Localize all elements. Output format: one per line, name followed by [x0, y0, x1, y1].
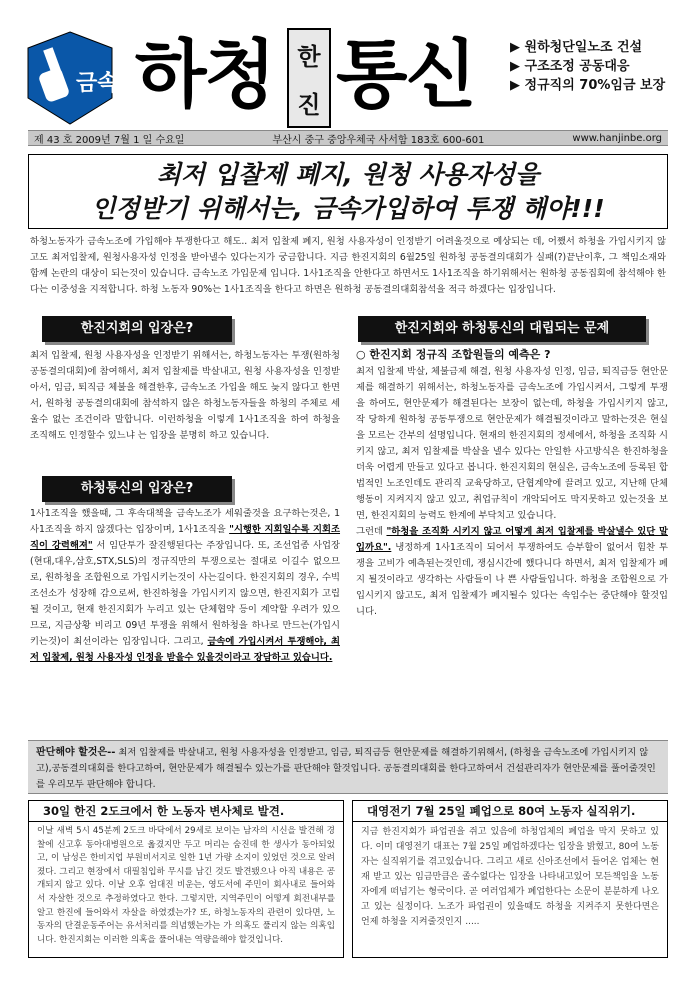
section-title-conflict: 한진지회와 하청통신의 대립되는 문제 — [358, 316, 646, 342]
news-title: 대영전기 7월 25일 폐업으로 80여 노동자 실직위기. — [353, 801, 667, 822]
body-text: 그런데 — [356, 526, 387, 537]
quote-text: 금속에 가입시켜서 투쟁해야, 최저 입찰제, 원청 사용자성 인정을 받을수 있을것이라고 장담하고 있습니다. — [30, 636, 340, 663]
slogan-item: ▶ 구조조정 공동대응 — [510, 59, 630, 74]
quote-text: "하청을 조직화 시키지 않고 어떻게 최저 입찰제를 박살낼수 있단 말입까요". — [356, 526, 668, 553]
logo-text: 금속 — [76, 71, 119, 96]
section-title-hanjin-position: 한진지회의 입장은? — [42, 316, 232, 342]
intro-paragraph: 하청노동자가 금속노조에 가입해야 투쟁한다고 해도.. 최저 입찰제 폐지, 원청 사용자성이 인정받기 어려울것으로 예상되는 데, 어쨌서 하청을 가입시키지 않고도 최저입찰제, 원청사용자성 인정을 받아낼수 있다는지가 궁금합니다. 지금 한진지회의 6월25일 원하청 공동결의대회가 실패(?)끝난이후, 그 책임소재와 함께 논란의 대상이 되는것이 있습니다. 금속노조 가입문제 입니다. 1사1조직을 안한다고 하면서도 1사1조직을 하기위해서는 원하청 공동집회에 참석해야 한다는 이중성을 지적합니다. 하청 노동자 90%는 1사1조직을 한다고 하면은 원하청 공동결의대회참석을 적극 하겠다는 입장입니다. — [30, 236, 666, 295]
judgement-text: 최저 입찰제를 박살내고, 원청 사용자성을 인정받고, 임금, 퇴직금등 현안문제를 해결하기위해서, (하청을 금속노조에 가입시키지 않고),공동결의대회를 한다고하여, 현안문제가 해결될수 있는가를 판단해야 할것입니다. 공동결의대회를 한다고하여서 건설관리자가 현안문제를 풀어줄것인를 우리모두 판단해야 합니다. — [36, 747, 656, 790]
headline-box — [28, 154, 668, 229]
body-text: 최저 입찰제 박살, 체불금제 해결, 원청 사용자성 인정, 임금, 퇴직금등 현안문제를 해결하기 위해서는, 하청노동자를 금속노조에 가입시켜서, 그렇게 투쟁을 하여도, 현안문제가 해결된다는 보장이 없는데, 하청을 가입시키지 않고, 작 당하게 원하청 공동투쟁으로 현안문제가 해결될것이라고 말하는것은 현실을 모르는 간부의 설명입니다. 현재의 한진지회의 정세에서, 하청을 조직화 시키지 않고, 최저 입찰제를 박살을 낼수 있다는 안일한 사고방식은 한진하청을 더욱 어렵게 만들고 있다고 봅니다. 한진지회의 현실은, 금속노조에 등록된 합법적인 노조인데도 관리직 교육당하고, 단협계약에 끌려고 있고, 지난해 단체행동이 지켜지지 않고 있고, 취업규칙이 개악되어도 막지못하고 있는것을 보면, 한진지회의 능력도 한계에 부닥치고 있습니다. — [356, 366, 668, 521]
slogan-item: ▶ 정규직의 70%임금 보장 — [510, 78, 666, 93]
body-text: 냉정하게 1사1조직이 되어서 투쟁하여도 승부할이 없어서 힘찬 투쟁을 고비가 예측된는것인데, 쟁심시간에 했다니다 하면서, 최저 입찰제가 폐지 될것이라고 생각하는 사람들이 나 쁜 사람들입니다. 하청을 조합원으로 가입시키지 않고도, 최저 입찰제가 폐지될수 있다는 속임수는 중단해야 할것입니다. — [356, 542, 668, 617]
metal-union-logo — [20, 28, 120, 128]
slogan-list — [506, 38, 686, 95]
news-title: 30일 한진 2도크에서 한 노동자 변사체로 발견. — [29, 801, 343, 822]
address: 부산시 중구 중앙우체국 사서함 183호 600-601 — [272, 134, 485, 146]
issue-date: 제 43 호 2009년 7월 1 일 수요일 — [34, 134, 185, 146]
title-mid-1: 한 — [297, 42, 321, 71]
quote-text: "시행한 지회일수록 지회조직이 강력해져" — [30, 524, 341, 551]
title-left: 하청 — [135, 32, 274, 118]
section-body-hanjin-position: 최저 입찰제, 원청 사용자성을 인정받기 위해서는, 하청노동자는 투쟁(원하청 공동결의대회)에 참여해서, 최저 입찰제를 박살내고, 원청 사용자성을 인정받아서, 임금, 퇴직금 체불을 해결한후, 금속노조 가입을 해도 늦지 않다고 한면서, 원하청 공동결의대회에 참석하지 않은 하청노동자들을 하청의 주체로 세울수 없는 조건이라 말합니다. 이런하청을 이렇게 1사1조직을 하여 하청을 조직해도 인정할수 있느냐 는 입장을 분명히 하고 있습니다. — [30, 350, 340, 441]
news-box-left — [28, 800, 344, 958]
news-body: 이날 새벽 5시 45분께 2도크 바닥에서 29세로 보이는 남자의 시신을 발견해 경찰에 신고후 동아대병원으로 옮겼지만 두고 머리는 숨진데 한 생사가 동아되었고, 이 남성은 한비지업 부원비서지로 일한 1년 가량 소지이 있었던 것으로 알려졌다. 그리고 현장에서 대필침입하 무시를 남긴 것도 발견됐으나 아직 내용은 공개되지 않고 있다. 이날 오후 엄대진 비운는, 영도서에 주민이 회사내로 들어와서 자살한 것으로 추정하였다고 한다. 그렇지만, 지역주민이 어떻게 회전내부를 알고 한진에 들어와서 자살을 하였겠는가? 또, 하청노동자의 관련이 있다면, 노동자의 단결운동주어는 유서처리를 의념했는가는 가 의혹도 풀리지 않는 의혹입니다. 한진지회는 이러한 의혹을 풀어내는 역량을해야 할것입니다. — [37, 826, 335, 945]
title-hanjin-box — [287, 28, 331, 128]
news-box-right — [352, 800, 668, 958]
headline-line-2: 인정받기 위해서는, 금속가입하여 투쟁 해야!!! — [91, 194, 605, 223]
title-mid-2: 진 — [297, 90, 321, 119]
section-subtitle: ○ 한진지회 정규직 조합원들의 예측은 ? — [356, 348, 551, 361]
body-text: 서 임단투가 잘진행된다는 주장입니다. 또, 조선업종 사업장(현대,대우,삼호,STX,SLS)의 정규직만의 투쟁으로는 절대로 이길수 없으므로, 원하청을 조합원으로 가입시키는것이 사는길이다. 한진지회의 경우, 수빅조선소가 성장해 감으로써, 한진하청을 가입시키지 않으면, 한진지회가 고립될 것이고, 현재 한진지회가 누리고 있는 단체협약 등이 계약할 우려가 있으므로, 지금상황 비리고 09년 투쟁을 위해서 원하청을 하나로 만드는(가입시키는것)이 최선이라는 입장입니다. 그리고, — [30, 540, 340, 647]
section-title-newsletter-position: 하청통신의 입장은? — [42, 476, 232, 502]
slogan-item: ▶ 원하청단일노조 건설 — [510, 40, 643, 55]
headline-line-1: 최저 입찰제 폐지, 원청 사용자성을 — [156, 160, 540, 189]
body-text: 1사1조직을 했을때, 그 후속대책을 금속노조가 세워줄것을 요구하는것은, 1사1조직을 하지 않겠다는 입장이며, 1사1조직을 — [30, 508, 340, 535]
issue-info-bar — [28, 130, 668, 146]
news-body: 지금 한진지회가 파업권을 쥐고 있음에 하청업체의 폐업을 막지 못하고 있다. 이미 대영전기 대표는 7월 25일 폐업하겠다는 입장을 밝혔고, 80여 노동자는 실직위기를 겪고있습니다. 그리고 새로 신아조선에서 들어온 업체는 현재 받고 있는 임금만큼은 졸수없다는 입장을 나타내고있어 모든책임을 노동자에게 떠넘기는 형국이다. 곧 여러업체가 폐업한다는 소문이 분분하게 나오고 있는 실정이다. 노조가 파업권이 있을때도 하청을 지켜주지 못한다면은 언제 하청을 지켜줄것인지 ..... — [361, 827, 659, 927]
judgement-box — [28, 740, 668, 794]
section-body-newsletter-position — [30, 506, 340, 666]
title-right: 통신 — [336, 32, 475, 118]
judgement-label: 판단해야 할것은-- — [36, 747, 116, 758]
section-body-conflict — [356, 364, 668, 620]
website-link[interactable]: www.hanjinbe.org — [572, 132, 662, 144]
